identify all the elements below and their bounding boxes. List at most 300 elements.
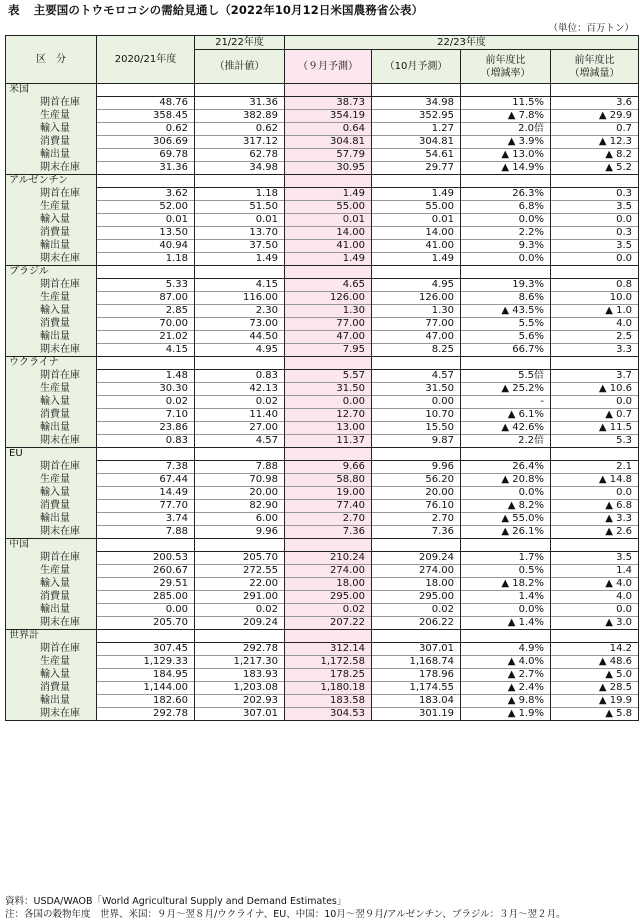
table-row (6, 695, 639, 708)
value-cell: 0.62 (195, 123, 285, 136)
value-cell: 58.80 (285, 474, 372, 487)
value-cell: 178.25 (285, 669, 372, 682)
value-cell: ▲ 14.8 (551, 474, 639, 487)
value-cell: 3.5 (551, 240, 639, 253)
value-cell: 116.00 (195, 292, 285, 305)
value-cell: 200.53 (97, 552, 195, 565)
value-cell: 5.5% (461, 318, 551, 331)
value-cell: ▲ 3.0 (551, 617, 639, 630)
value-cell: 2.30 (195, 305, 285, 318)
value-cell: - (461, 396, 551, 409)
value-cell: 0.0% (461, 214, 551, 227)
value-cell: 3.6 (551, 97, 639, 110)
row-item-label: 消費量 (6, 136, 97, 149)
value-cell: 6.8% (461, 201, 551, 214)
value-cell: 21.02 (97, 331, 195, 344)
value-cell: 4.57 (372, 370, 461, 383)
row-item-label: 期末在庫 (6, 162, 97, 175)
region-spacer-cell (461, 84, 551, 97)
value-cell: 18.00 (372, 578, 461, 591)
value-cell: 260.67 (97, 565, 195, 578)
value-cell: 184.95 (97, 669, 195, 682)
value-cell: 37.50 (195, 240, 285, 253)
value-cell: 307.45 (97, 643, 195, 656)
value-cell: 0.0 (551, 396, 639, 409)
value-cell: ▲ 2.4% (461, 682, 551, 695)
value-cell: 209.24 (372, 552, 461, 565)
value-cell: ▲ 20.8% (461, 474, 551, 487)
value-cell: 304.53 (285, 708, 372, 721)
value-cell: 0.0 (551, 214, 639, 227)
value-cell: 0.00 (97, 604, 195, 617)
header-estimate: （推計値） (195, 50, 285, 84)
value-cell: 1,180.18 (285, 682, 372, 695)
value-cell: 8.25 (372, 344, 461, 357)
value-cell: 41.00 (372, 240, 461, 253)
region-spacer-cell (372, 630, 461, 643)
row-item-label: 輸出量 (6, 331, 97, 344)
value-cell: ▲ 5.8 (551, 708, 639, 721)
table-row (6, 513, 639, 526)
value-cell: 1.7% (461, 552, 551, 565)
value-cell: 0.3 (551, 188, 639, 201)
region-spacer-cell (195, 448, 285, 461)
region-spacer-cell (551, 357, 639, 370)
region-name: ウクライナ (6, 357, 97, 370)
value-cell: 30.30 (97, 383, 195, 396)
value-cell: ▲ 55.0% (461, 513, 551, 526)
value-cell: 4.0 (551, 318, 639, 331)
value-cell: 31.36 (97, 162, 195, 175)
value-cell: 1.4 (551, 565, 639, 578)
region-spacer-cell (461, 357, 551, 370)
value-cell: 7.10 (97, 409, 195, 422)
row-item-label: 生産量 (6, 110, 97, 123)
row-item-label: 期末在庫 (6, 344, 97, 357)
region-name: ブラジル (6, 266, 97, 279)
value-cell: 295.00 (372, 591, 461, 604)
row-item-label: 消費量 (6, 591, 97, 604)
value-cell: ▲ 7.8% (461, 110, 551, 123)
region-spacer-cell (461, 266, 551, 279)
row-item-label: 輸出量 (6, 149, 97, 162)
row-item-label: 輸入量 (6, 578, 97, 591)
table-row (6, 435, 639, 448)
value-cell: ▲ 4.0% (461, 656, 551, 669)
value-cell: 4.15 (97, 344, 195, 357)
value-cell: 87.00 (97, 292, 195, 305)
table-row (6, 253, 639, 266)
value-cell: ▲ 4.0 (551, 578, 639, 591)
value-cell: 0.02 (372, 604, 461, 617)
value-cell: 1,144.00 (97, 682, 195, 695)
value-cell: 1,172.58 (285, 656, 372, 669)
footnote: 注：各国の穀物年度 世界、米国：９月～翌８月/ウクライナ、EU、中国：10月～翌９月/アルゼンチン、ブラジル：３月～翌２月。 (5, 909, 566, 920)
value-cell: 70.00 (97, 318, 195, 331)
table-row (6, 578, 639, 591)
value-cell: 29.77 (372, 162, 461, 175)
value-cell: 274.00 (372, 565, 461, 578)
region-row (6, 175, 639, 188)
value-cell: 12.70 (285, 409, 372, 422)
table-row (6, 669, 639, 682)
value-cell: 358.45 (97, 110, 195, 123)
value-cell: 15.50 (372, 422, 461, 435)
value-cell: 0.5% (461, 565, 551, 578)
region-name: 中国 (6, 539, 97, 552)
value-cell: 352.95 (372, 110, 461, 123)
value-cell: 1.18 (195, 188, 285, 201)
value-cell: 38.73 (285, 97, 372, 110)
row-item-label: 期首在庫 (6, 643, 97, 656)
value-cell: 47.00 (285, 331, 372, 344)
region-spacer-cell (195, 357, 285, 370)
value-cell: 0.7 (551, 123, 639, 136)
region-spacer-cell (285, 84, 372, 97)
table-row (6, 526, 639, 539)
value-cell: 292.78 (97, 708, 195, 721)
row-item-label: 輸出量 (6, 604, 97, 617)
value-cell: 0.62 (97, 123, 195, 136)
value-cell: 295.00 (285, 591, 372, 604)
value-cell: 307.01 (195, 708, 285, 721)
table-row (6, 552, 639, 565)
value-cell: 20.00 (195, 487, 285, 500)
value-cell: 0.0% (461, 253, 551, 266)
value-cell: 1,203.08 (195, 682, 285, 695)
row-item-label: 生産量 (6, 292, 97, 305)
value-cell: 19.3% (461, 279, 551, 292)
table-row (6, 201, 639, 214)
value-cell: 317.12 (195, 136, 285, 149)
value-cell: ▲ 25.2% (461, 383, 551, 396)
value-cell: 183.04 (372, 695, 461, 708)
value-cell: 2.70 (372, 513, 461, 526)
table-row (6, 188, 639, 201)
value-cell: 7.88 (97, 526, 195, 539)
region-name: EU (6, 448, 97, 461)
table-row (6, 617, 639, 630)
table-row (6, 123, 639, 136)
region-spacer-cell (372, 175, 461, 188)
value-cell: 4.95 (372, 279, 461, 292)
table-row (6, 344, 639, 357)
value-cell: 0.64 (285, 123, 372, 136)
value-cell: ▲ 2.6 (551, 526, 639, 539)
value-cell: 18.00 (285, 578, 372, 591)
value-cell: 40.94 (97, 240, 195, 253)
value-cell: 42.13 (195, 383, 285, 396)
row-item-label: 消費量 (6, 409, 97, 422)
value-cell: ▲ 14.9% (461, 162, 551, 175)
value-cell: 55.00 (285, 201, 372, 214)
value-cell: 31.36 (195, 97, 285, 110)
value-cell: ▲ 1.4% (461, 617, 551, 630)
region-spacer-cell (372, 266, 461, 279)
table-row (6, 591, 639, 604)
row-item-label: 期首在庫 (6, 188, 97, 201)
region-spacer-cell (285, 175, 372, 188)
value-cell: 3.74 (97, 513, 195, 526)
value-cell: 2.2% (461, 227, 551, 240)
value-cell: 1.48 (97, 370, 195, 383)
value-cell: 22.00 (195, 578, 285, 591)
value-cell: ▲ 3.3 (551, 513, 639, 526)
value-cell: 307.01 (372, 643, 461, 656)
value-cell: ▲ 3.9% (461, 136, 551, 149)
title-text: 主要国のトウモロコシの需給見通し（2022年10月12日米国農務省公表） (33, 3, 424, 17)
value-cell: 1.4% (461, 591, 551, 604)
value-cell: 210.24 (285, 552, 372, 565)
region-name: 米国 (6, 84, 97, 97)
table-row (6, 227, 639, 240)
region-spacer-cell (372, 539, 461, 552)
value-cell: 4.0 (551, 591, 639, 604)
value-cell: 26.4% (461, 461, 551, 474)
value-cell: 0.83 (97, 435, 195, 448)
table-row (6, 292, 639, 305)
value-cell: 11.37 (285, 435, 372, 448)
row-item-label: 生産量 (6, 656, 97, 669)
value-cell: 20.00 (372, 487, 461, 500)
value-cell: 2.1 (551, 461, 639, 474)
value-cell: 76.10 (372, 500, 461, 513)
value-cell: ▲ 26.1% (461, 526, 551, 539)
value-cell: 9.96 (195, 526, 285, 539)
value-cell: 382.89 (195, 110, 285, 123)
value-cell: 73.00 (195, 318, 285, 331)
table-row (6, 500, 639, 513)
value-cell: ▲ 2.7% (461, 669, 551, 682)
value-cell: 11.40 (195, 409, 285, 422)
value-cell: 272.55 (195, 565, 285, 578)
value-cell: 291.00 (195, 591, 285, 604)
region-name: アルゼンチン (6, 175, 97, 188)
value-cell: 3.5 (551, 552, 639, 565)
supply-demand-table (5, 35, 639, 721)
value-cell: 3.3 (551, 344, 639, 357)
region-spacer-cell (285, 630, 372, 643)
value-cell: 304.81 (372, 136, 461, 149)
table-row (6, 708, 639, 721)
value-cell: 57.79 (285, 149, 372, 162)
row-item-label: 生産量 (6, 474, 97, 487)
value-cell: 51.50 (195, 201, 285, 214)
value-cell: 67.44 (97, 474, 195, 487)
region-spacer-cell (97, 448, 195, 461)
region-row (6, 539, 639, 552)
value-cell: 1,174.55 (372, 682, 461, 695)
value-cell: 1.49 (372, 253, 461, 266)
table-row (6, 331, 639, 344)
row-item-label: 期末在庫 (6, 617, 97, 630)
value-cell: 183.93 (195, 669, 285, 682)
value-cell: 10.0 (551, 292, 639, 305)
value-cell: 274.00 (285, 565, 372, 578)
table-row (6, 370, 639, 383)
value-cell: 3.7 (551, 370, 639, 383)
value-cell: 27.00 (195, 422, 285, 435)
value-cell: ▲ 29.9 (551, 110, 639, 123)
table-row (6, 474, 639, 487)
value-cell: 1,168.74 (372, 656, 461, 669)
region-spacer-cell (461, 448, 551, 461)
title-label: 表 (8, 3, 20, 17)
region-row (6, 84, 639, 97)
value-cell: ▲ 1.0 (551, 305, 639, 318)
table-row (6, 461, 639, 474)
value-cell: 5.6% (461, 331, 551, 344)
row-item-label: 輸入量 (6, 669, 97, 682)
unit-note: （単位：百万トン） (548, 23, 634, 34)
region-spacer-cell (372, 448, 461, 461)
value-cell: 48.76 (97, 97, 195, 110)
row-item-label: 消費量 (6, 318, 97, 331)
region-spacer-cell (461, 630, 551, 643)
row-item-label: 生産量 (6, 201, 97, 214)
value-cell: 29.51 (97, 578, 195, 591)
table-row (6, 162, 639, 175)
value-cell: ▲ 12.3 (551, 136, 639, 149)
header-2020-21: 2020/21年度 (97, 36, 195, 84)
value-cell: 209.24 (195, 617, 285, 630)
table-row (6, 409, 639, 422)
table-row (6, 149, 639, 162)
value-cell: 7.95 (285, 344, 372, 357)
value-cell: 34.98 (372, 97, 461, 110)
header-category: 区 分 (6, 36, 97, 84)
region-spacer-cell (97, 630, 195, 643)
table-row (6, 422, 639, 435)
value-cell: 31.50 (372, 383, 461, 396)
value-cell: 0.83 (195, 370, 285, 383)
header-yoy-amount: 前年度比 （増減量） (551, 50, 639, 84)
row-item-label: 消費量 (6, 682, 97, 695)
value-cell: 2.85 (97, 305, 195, 318)
value-cell: 1.49 (372, 188, 461, 201)
value-cell: 13.00 (285, 422, 372, 435)
value-cell: 44.50 (195, 331, 285, 344)
table-row (6, 318, 639, 331)
value-cell: ▲ 19.9 (551, 695, 639, 708)
row-item-label: 生産量 (6, 383, 97, 396)
value-cell: ▲ 42.6% (461, 422, 551, 435)
value-cell: 9.3% (461, 240, 551, 253)
value-cell: 0.0 (551, 487, 639, 500)
value-cell: 1.30 (285, 305, 372, 318)
region-spacer-cell (285, 266, 372, 279)
value-cell: 182.60 (97, 695, 195, 708)
value-cell: 41.00 (285, 240, 372, 253)
row-item-label: 生産量 (6, 565, 97, 578)
row-item-label: 輸出量 (6, 240, 97, 253)
region-row (6, 357, 639, 370)
value-cell: 205.70 (195, 552, 285, 565)
value-cell: 0.01 (97, 214, 195, 227)
value-cell: ▲ 10.6 (551, 383, 639, 396)
value-cell: ▲ 48.6 (551, 656, 639, 669)
value-cell: 0.01 (195, 214, 285, 227)
value-cell: 77.00 (285, 318, 372, 331)
value-cell: 5.5倍 (461, 370, 551, 383)
table-row (6, 565, 639, 578)
value-cell: 7.36 (285, 526, 372, 539)
value-cell: 10.70 (372, 409, 461, 422)
row-item-label: 輸出量 (6, 695, 97, 708)
value-cell: 4.57 (195, 435, 285, 448)
region-row (6, 448, 639, 461)
header-oct-forecast: （10月予測） (372, 50, 461, 84)
row-item-label: 期末在庫 (6, 435, 97, 448)
region-spacer-cell (551, 175, 639, 188)
value-cell: ▲ 43.5% (461, 305, 551, 318)
value-cell: 13.70 (195, 227, 285, 240)
table-row (6, 682, 639, 695)
table-row (6, 383, 639, 396)
value-cell: 7.88 (195, 461, 285, 474)
value-cell: 82.90 (195, 500, 285, 513)
value-cell: 1.27 (372, 123, 461, 136)
value-cell: 0.02 (97, 396, 195, 409)
row-item-label: 輸入量 (6, 214, 97, 227)
document-title (8, 2, 423, 18)
value-cell: 2.70 (285, 513, 372, 526)
region-spacer-cell (372, 357, 461, 370)
value-cell: ▲ 13.0% (461, 149, 551, 162)
value-cell: 0.8 (551, 279, 639, 292)
value-cell: 0.0 (551, 604, 639, 617)
value-cell: 292.78 (195, 643, 285, 656)
value-cell: ▲ 8.2 (551, 149, 639, 162)
value-cell: ▲ 1.9% (461, 708, 551, 721)
table-row (6, 487, 639, 500)
table-row (6, 240, 639, 253)
value-cell: 14.49 (97, 487, 195, 500)
value-cell: 1.49 (195, 253, 285, 266)
value-cell: 0.3 (551, 227, 639, 240)
region-spacer-cell (97, 84, 195, 97)
value-cell: 9.96 (372, 461, 461, 474)
value-cell: 62.78 (195, 149, 285, 162)
row-item-label: 期首在庫 (6, 279, 97, 292)
value-cell: 19.00 (285, 487, 372, 500)
row-item-label: 輸入量 (6, 487, 97, 500)
value-cell: ▲ 6.1% (461, 409, 551, 422)
value-cell: 206.22 (372, 617, 461, 630)
value-cell: 1.18 (97, 253, 195, 266)
value-cell: 56.20 (372, 474, 461, 487)
table-row (6, 643, 639, 656)
value-cell: 126.00 (372, 292, 461, 305)
header-22-23: 22/23年度 (285, 36, 639, 50)
region-row (6, 630, 639, 643)
value-cell: 4.9% (461, 643, 551, 656)
row-item-label: 期末在庫 (6, 708, 97, 721)
region-spacer-cell (461, 175, 551, 188)
value-cell: 3.62 (97, 188, 195, 201)
value-cell: 54.61 (372, 149, 461, 162)
table-row (6, 305, 639, 318)
region-spacer-cell (97, 175, 195, 188)
region-spacer-cell (551, 630, 639, 643)
row-item-label: 期首在庫 (6, 552, 97, 565)
value-cell: ▲ 5.0 (551, 669, 639, 682)
value-cell: 1.49 (285, 188, 372, 201)
value-cell: ▲ 28.5 (551, 682, 639, 695)
region-spacer-cell (195, 84, 285, 97)
row-item-label: 消費量 (6, 227, 97, 240)
value-cell: 3.5 (551, 201, 639, 214)
